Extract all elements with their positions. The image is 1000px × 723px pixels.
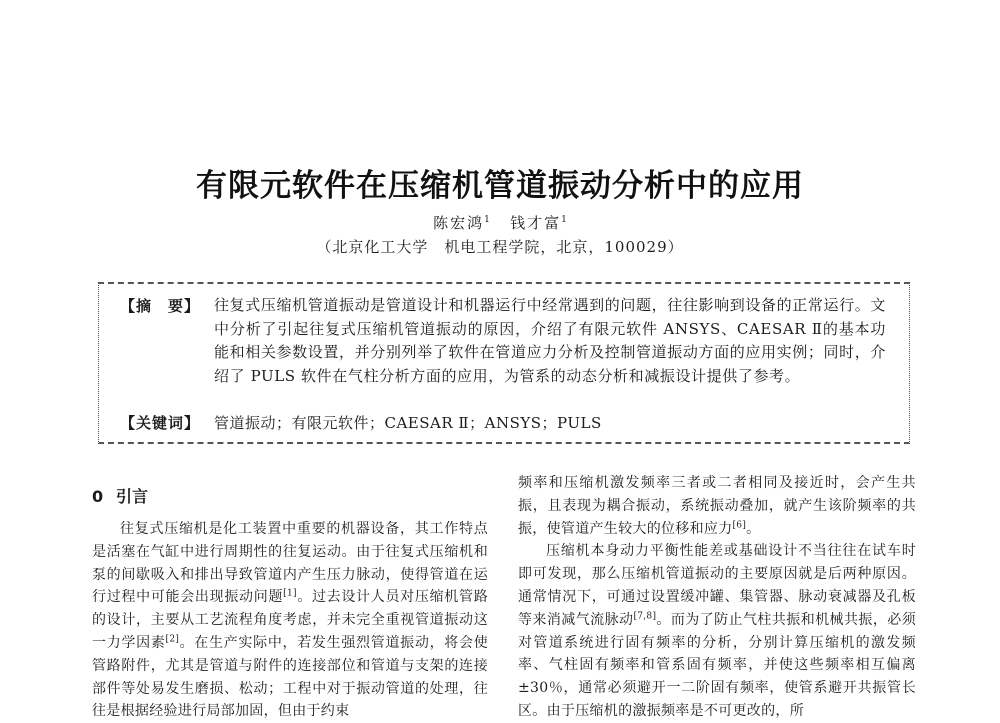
citation: [6] [732, 519, 747, 530]
abstract-text: 往复式压缩机管道振动是管道设计和机器运行中经常遇到的问题，往往影响到设备的正常运行。文中分析了引起往复式压缩机管道振动的原因，介绍了有限元软件 ANSYS、CAESAR Ⅱ的基本功能和相关参数设置，并分别列举了软件在管道应力分析及控制管道振动方面的应用实例；同时，介绍了 PULS 软件在气柱分析方面的应用，为管系的动态分析和减振设计提供了参考。 [214, 296, 886, 385]
abstract-label: 【摘 要】 [120, 297, 201, 315]
author-affil-mark: 1 [484, 215, 490, 225]
author-line [0, 212, 1000, 233]
text-run: 压缩机本身动力平衡性能差或基础设计不当往往在试车时即可发现，那么压缩机管道振动的主要原因就是后两种原因。通常情况下，可通过设置缓冲罐、集管器、脉动衰减器及孔板等来消减气流脉动 [518, 543, 916, 628]
text-run: 往复式压缩机是化工装置中重要的机器设备，其工作特点是活塞在气缸中进行周期性的往复运动。由于往复式压缩机和泵的间歇吸入和排出导致管道内产生压力脉动，使得管道在运行过程中可能会出现振动问题 [92, 521, 488, 606]
paragraph [518, 472, 916, 540]
section-heading [92, 484, 148, 507]
paper-title: 有限元软件在压缩机管道振动分析中的应用 [196, 168, 804, 204]
section-title: 引言 [116, 487, 149, 506]
text-run: 。而为了防止气柱共振和机械共振，必须对管道系统进行固有频率的分析，分别计算压缩机的激发频率、气柱固有频率和管系固有频率，并使这些频率相互偏离±30％，通常必须避开一二阶固有频率，使管系避开共振管长区。由于压缩机的激振频率是不可更改的，所 [518, 611, 916, 719]
section-number: 0 [92, 487, 104, 506]
text-run: 。过去设计人员对压缩机管路的设计，主要从工艺流程角度考虑，并未完全重视管道振动这一力学因素 [92, 589, 488, 651]
right-column [518, 472, 916, 723]
keywords-text: 管道振动；有限元软件；CAESAR Ⅱ；ANSYS；PULS [214, 414, 602, 432]
left-column [92, 518, 488, 723]
affiliation: （北京化工大学 机电工程学院，北京，100029） [316, 238, 684, 256]
paragraph [92, 518, 488, 723]
text-run: 。在生产实际中，若发生强烈管道振动，将会使管路附件，尤其是管道与附件的连接部位和管道与支架的连接部件等处易发生磨损、松动；工程中对于振动管道的处理，往往是根据经验进行局部加固，但由于约束 [92, 634, 488, 720]
keywords-label: 【关键词】 [120, 414, 201, 432]
text-run: 。 [746, 520, 761, 537]
paragraph [518, 540, 916, 722]
citation: [7,8] [633, 611, 657, 622]
text-run: 频率和压缩机激发频率三者或二者相同及接近时，会产生共振，且表现为耦合振动，系统振动叠加，就产生该阶频率的共振，使管道产生较大的位移和应力 [518, 475, 916, 537]
author-name: 陈宏鸿 [433, 214, 485, 232]
author-affil-mark: 1 [561, 215, 567, 225]
citation: [1] [283, 588, 297, 599]
citation: [2] [165, 634, 180, 645]
author-name: 钱才富 [510, 214, 562, 232]
